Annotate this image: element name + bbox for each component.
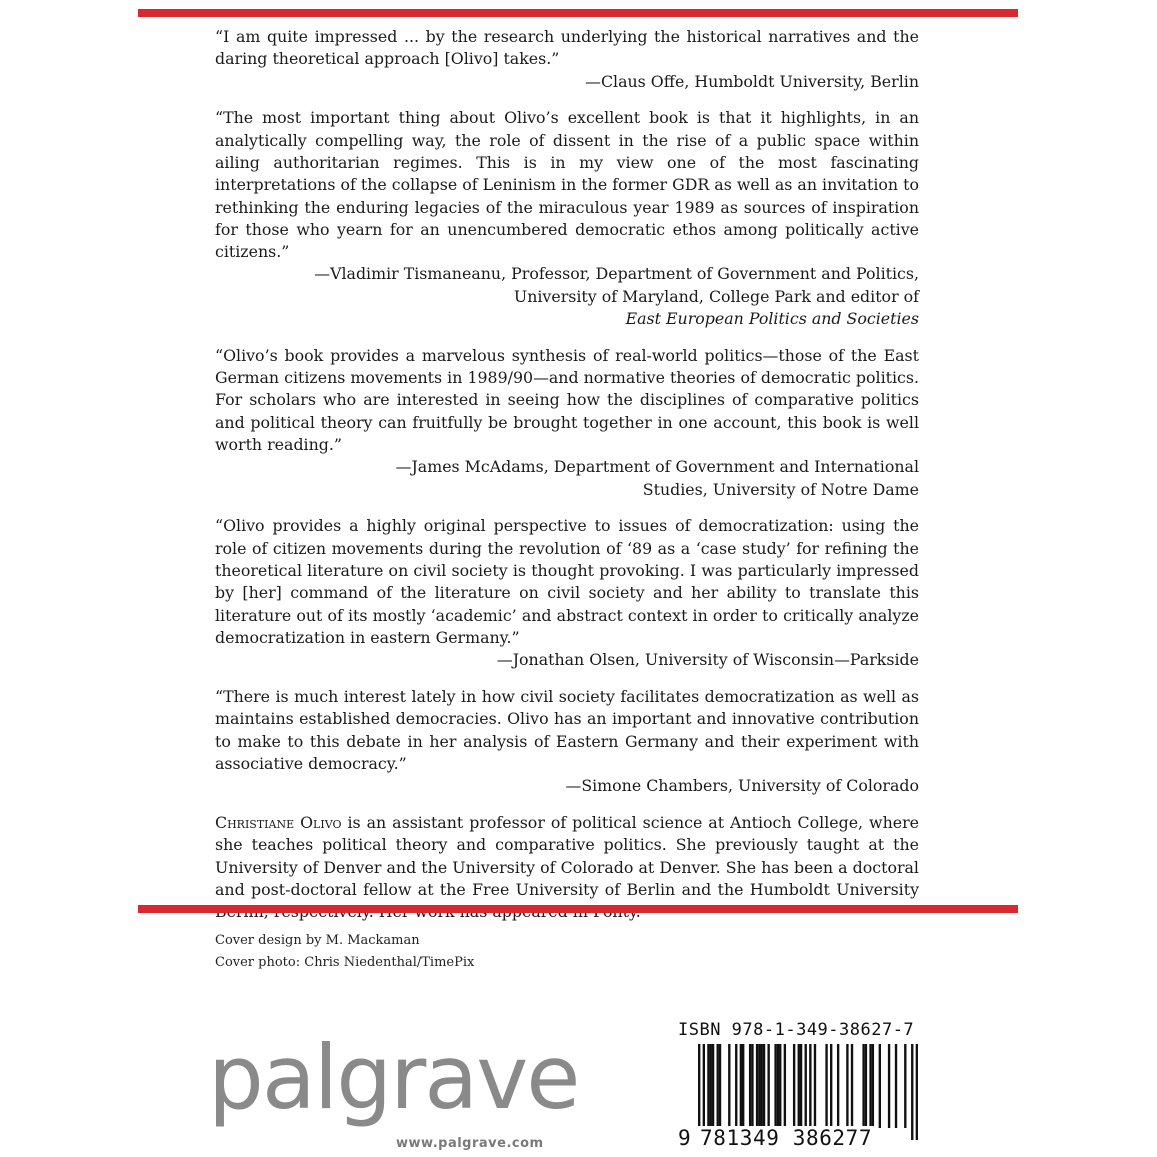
barcode-bar [735,1044,737,1128]
barcode-lead-digit: 9 [678,1126,691,1150]
barcode-bar [749,1044,751,1128]
barcode-bar [869,1044,871,1128]
barcode-bar [825,1044,827,1128]
endorsement-attribution: Studies, University of Notre Dame [642,479,919,499]
author-bio-text: is an assistant professor of political science at Antioch College, where she teaches political theory and comparative politics. She previously taught at the University of Denver and the University of Colorado at Denver. She has been a doctoral and post-doctoral fellow at the Free University of Berlin and the Humboldt University [215,813,920,899]
barcode-bar [740,1044,742,1128]
endorsement-attribution: University of Maryland, College Park and editor of [513,286,919,306]
barcode-bar [879,1044,881,1128]
barcode-bar [793,1044,795,1128]
palgrave-logo: palgrave [208,1026,579,1129]
endorsement [215,686,919,797]
barcode-bar [761,1044,763,1128]
cover-design-credit: Cover design by M. Mackaman [215,933,420,948]
barcode-bar [767,1044,769,1128]
endorsement-quote: “The most important thing about Olivo’s excellent book is that it highlights, in an analytically compelling way, the role of dissent in the rise of a public space within ailing authoritarian regimes. This is in my view one of the most fascinating interpretations of the collapse of Leninism in the former GDR as well as an invitation to rethinking the enduring legacies of the miraculous year 1989 as sources of inspiration for those who yearn for an unencumbered democratic ethos among politically active citizens.” [215,108,919,262]
publisher-url: www.palgrave.com [396,1136,544,1151]
author-name: Christiane Olivo [215,813,342,832]
barcode-bar [862,1044,864,1128]
endorsement-attribution: —Claus Offe, Humboldt University, Berlin [585,71,919,91]
barcode-bar [837,1044,839,1128]
barcode-digits: 781349 386277 [700,1126,873,1150]
endorsement-quote: “There is much interest lately in how civil society facilitates democratization as well as maintains established democracies. Olivo has an important and innovative contribution to make to this debate in her analysis of Eastern Germany and their experiment with associative democracy.” [215,687,919,773]
barcode-bar [707,1044,709,1128]
barcode-bar [830,1044,832,1128]
endorsement-quote: “I am quite impressed ... by the research underlying the historical narratives and the daring theoretical approach [Olivo] takes.” [215,27,919,69]
cover-photo-credit: Cover photo: Chris Niedenthal/TimePix [215,955,475,970]
barcode-bar [888,1044,890,1128]
barcode-bar [800,1044,802,1128]
barcode-bar [872,1044,874,1128]
endorsement-quote: “Olivo provides a highly original perspective to issues of democratization: using the role of citizen movements during the revolution of ‘89 as a ‘case study’ for refining the theoretical literature on civil society is thought provoking. I was particularly impressed by [her] command of the literature on civil society and her ability to translate this literature out of its mostly ‘academic’ and abstract context in order to critically analyze democratization in eastern Germany.” [215,516,919,647]
endorsement-journal-title: East European Politics and Societies [625,309,919,329]
barcode-bar [904,1044,906,1128]
endorsement-attribution: —Jonathan Olsen, University of Wisconsin—Parkside [496,650,919,670]
barcode-bar [712,1044,714,1128]
top-red-rule [138,9,1018,17]
barcode-bar [814,1044,816,1128]
barcode-bar [784,1044,786,1128]
barcode-bar [846,1044,848,1128]
barcode-bar [742,1044,744,1128]
barcode-bar [895,1044,897,1128]
barcode-bar [719,1044,721,1128]
endorsement-quote: “Olivo’s book provides a marvelous synthesis of real-world politics—those of the East German citizens movements in 1989/90—and normative theories of democratic politics. For scholars who are interested in seeing how the disciplines of comparative politics and political theory can fruitfully be brought together in one account, this book is well worth reading.” [215,345,919,455]
endorsement [215,26,919,93]
endorsement-attribution: —Vladimir Tismaneanu, Professor, Department of Government and Politics, [314,264,919,284]
barcode-bar [916,1044,918,1140]
endorsement [215,345,919,501]
barcode-bar [751,1044,753,1128]
barcode-bar [728,1044,730,1128]
endorsement [215,515,919,671]
barcode-bar [774,1044,776,1128]
barcode-bar [911,1044,913,1140]
barcode-bar [717,1044,719,1128]
endorsements [215,26,919,923]
barcode-bar [851,1044,853,1128]
barcode-bar [777,1044,779,1128]
bottom-red-rule [138,905,1018,913]
endorsement [215,107,919,330]
cover-credits [215,930,474,974]
isbn-label: ISBN 978-1-349-38627-7 [678,1020,915,1040]
barcode-bar [865,1044,867,1128]
endorsement-attribution: —James McAdams, Department of Government and International [395,457,919,477]
barcode-bar [779,1044,781,1128]
barcode-bar [798,1044,800,1128]
barcode-bar [710,1044,712,1128]
barcode-bar [756,1044,758,1128]
endorsement-attribution: —Simone Chambers, University of Colorado [565,776,919,796]
barcode-bar [758,1044,760,1128]
barcode-bar [763,1044,765,1128]
